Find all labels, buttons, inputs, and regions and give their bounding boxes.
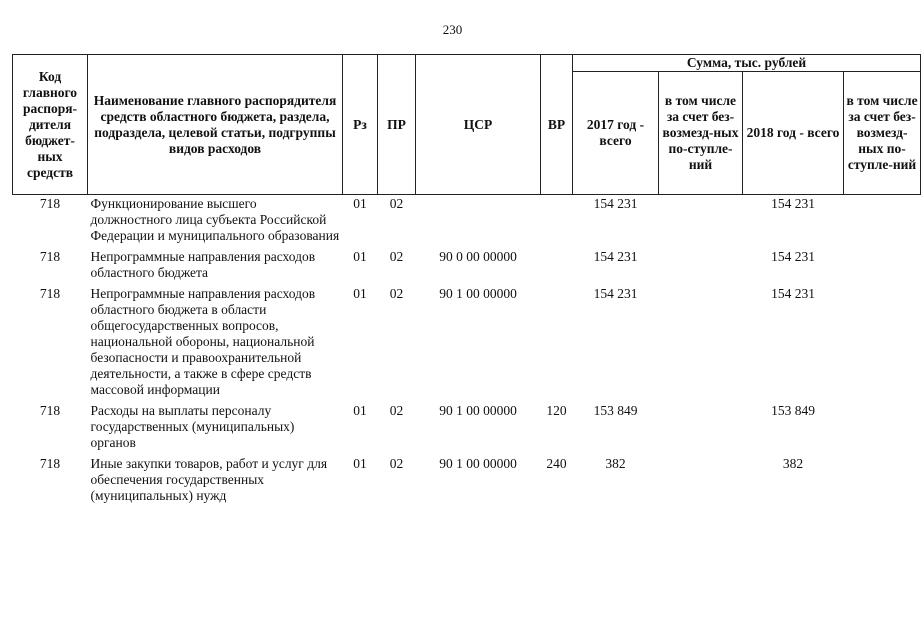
cell-name: Непрограммные направления расходов областного бюджета в области общегосударственных вопросов, национальной обороны, национальной безопасности и правоохранительной деятельности, а также в сфере средств массовой информации xyxy=(90,286,316,397)
cell-rz: 01 xyxy=(353,403,367,418)
header-2018-total: 2018 год - всего xyxy=(743,72,844,195)
cell-2018-free xyxy=(844,403,921,456)
cell-2018-free xyxy=(844,195,921,250)
table-header xyxy=(13,55,921,195)
cell-2017-free xyxy=(659,286,743,403)
header-2017-free: в том числе за счет без-возмезд-ных по-ступле-ний xyxy=(659,72,743,195)
table-row xyxy=(13,456,921,509)
cell-2017-free xyxy=(659,249,743,286)
cell-csr: 90 1 00 00000 xyxy=(439,286,517,301)
cell-2017-total: 153 849 xyxy=(593,403,638,418)
cell-2018-total: 154 231 xyxy=(771,286,815,301)
header-csr: ЦСР xyxy=(416,55,541,195)
cell-pr: 02 xyxy=(389,286,404,301)
cell-2018-total: 154 231 xyxy=(771,196,815,211)
cell-csr: 90 0 00 00000 xyxy=(439,249,517,264)
cell-2018-free xyxy=(844,456,921,509)
cell-2017-total: 154 231 xyxy=(593,249,638,264)
header-2017-total: 2017 год - всего xyxy=(573,72,659,195)
cell-csr xyxy=(416,195,541,250)
budget-table xyxy=(12,54,921,509)
cell-name: Функционирование высшего должностного лица субъекта Российской Федерации и муниципального образования xyxy=(90,196,340,243)
cell-code: 718 xyxy=(39,456,61,471)
cell-pr: 02 xyxy=(389,249,404,264)
cell-pr: 02 xyxy=(389,403,404,418)
header-2018-free: в том числе за счет без-возмезд-ных по-ступле-ний xyxy=(844,72,921,195)
cell-name: Расходы на выплаты персоналу государственных (муниципальных) органов xyxy=(90,403,295,450)
page-number: 230 xyxy=(442,22,463,37)
cell-2017-total: 382 xyxy=(605,456,626,471)
cell-2018-total: 382 xyxy=(782,456,804,471)
cell-2017-total: 154 231 xyxy=(593,196,638,211)
cell-code: 718 xyxy=(39,403,61,418)
cell-2018-total: 153 849 xyxy=(771,403,815,418)
header-rz: Рз xyxy=(343,55,378,195)
header-code: Код главного распоря-дителя бюджет-ных средств xyxy=(13,55,88,195)
cell-code: 718 xyxy=(39,196,61,211)
cell-vr xyxy=(541,195,573,250)
cell-csr: 90 1 00 00000 xyxy=(439,403,517,418)
cell-name: Иные закупки товаров, работ и услуг для обеспечения государственных (муниципальных) нужд xyxy=(90,456,328,503)
table-row xyxy=(13,403,921,456)
header-pr: ПР xyxy=(378,55,416,195)
cell-2017-free xyxy=(659,195,743,250)
cell-2017-free xyxy=(659,403,743,456)
table-row xyxy=(13,286,921,403)
cell-pr: 02 xyxy=(389,456,404,471)
cell-vr xyxy=(541,286,573,403)
cell-2018-total: 154 231 xyxy=(771,249,815,264)
table-row xyxy=(13,195,921,250)
cell-rz: 01 xyxy=(353,196,367,211)
cell-name: Непрограммные направления расходов областного бюджета xyxy=(90,249,316,280)
header-vr: ВР xyxy=(541,55,573,195)
cell-2017-free xyxy=(659,456,743,509)
cell-code: 718 xyxy=(39,286,61,301)
header-sum: Сумма, тыс. рублей xyxy=(573,55,921,72)
cell-vr xyxy=(541,249,573,286)
cell-code: 718 xyxy=(39,249,61,264)
cell-rz: 01 xyxy=(353,456,367,471)
cell-csr: 90 1 00 00000 xyxy=(439,456,517,471)
table-row xyxy=(13,249,921,286)
cell-rz: 01 xyxy=(353,249,367,264)
cell-2017-total: 154 231 xyxy=(593,286,638,301)
table-body xyxy=(13,195,921,510)
cell-2018-free xyxy=(844,286,921,403)
cell-2018-free xyxy=(844,249,921,286)
cell-rz: 01 xyxy=(353,286,367,301)
header-name: Наименование главного распорядителя средств областного бюджета, раздела, подраздела, целевой статьи, подгруппы видов расходов xyxy=(88,55,343,195)
cell-pr: 02 xyxy=(389,196,404,211)
cell-vr: 240 xyxy=(546,456,567,471)
cell-vr: 120 xyxy=(546,403,567,418)
